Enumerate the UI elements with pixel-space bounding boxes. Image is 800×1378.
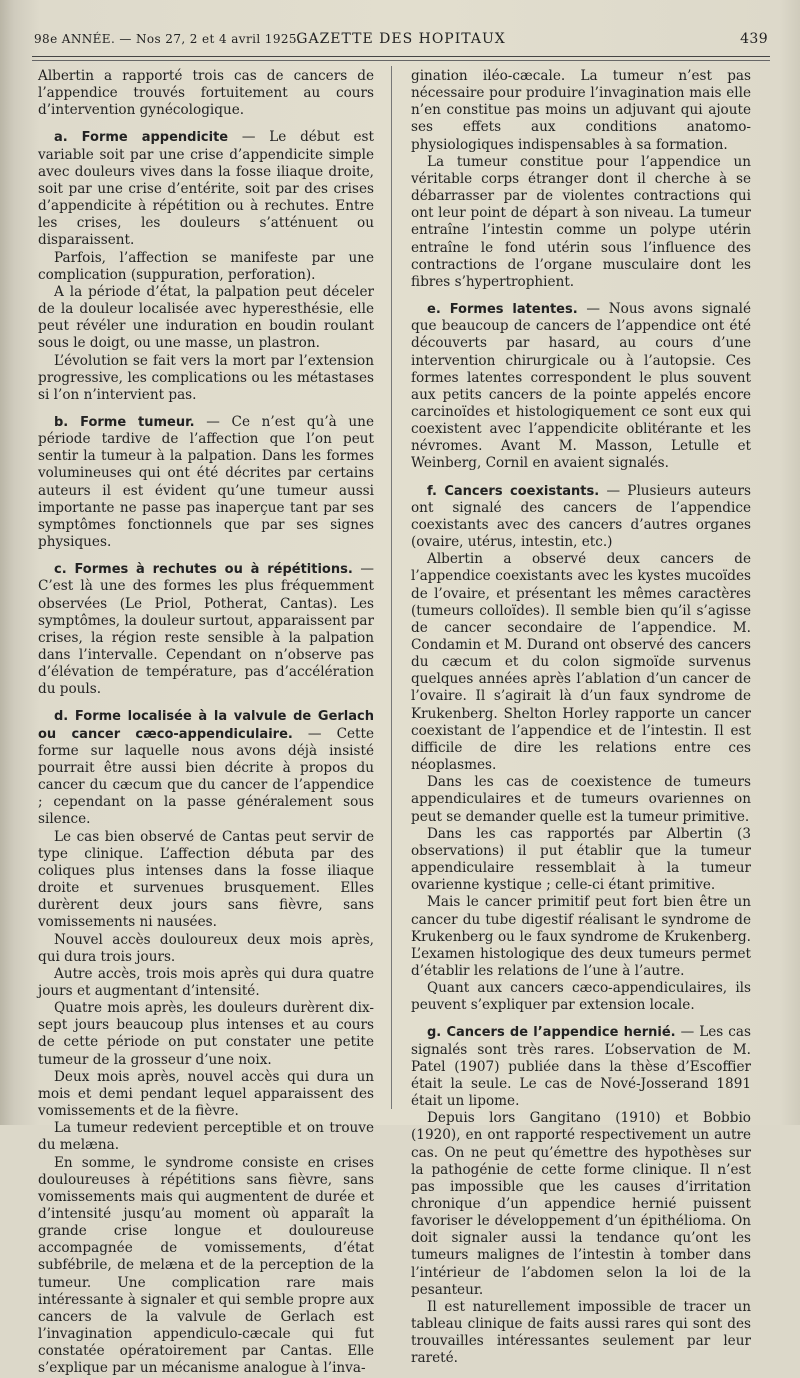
section-heading: e. Formes latentes. [427,302,578,318]
paragraph-text: — Nous avons signalé que beaucoup de cancers de l’appendice ont été découverts par hasard, au cours d’une intervention chirurgicale ou à l’autopsie. Ces formes latentes correspondent le plus souvent aux petits cancers de la pointe appelés encore carcinoïdes et histologiquement ce sont eux qui coexistent avec l’appendicite oblitérante et les névromes. Avant M. Masson, Letulle et Weinberg, Cornil en avaient signalés. [411,301,752,472]
paragraph [38,1120,374,1154]
paragraph [411,301,751,473]
paragraph [411,483,751,552]
paragraph [38,561,374,698]
paragraph-text: — Ce n’est qu’à une période tardive de l’affection que l’on peut sentir la tumeur à la palpation. Dans les formes volumineuses qui ont été décrites par certains auteurs il est évident qu’une tumeur aussi importante ne passe pas inaperçue tant par ses symptômes fonctionnels que par ses signes physiques. [38,413,374,551]
paragraph-text: A la période d’état, la palpation peut déceler de la douleur localisée avec hyperesthésie, elle peut révéler une induration en boudin roulant sous le doigt, ou une masse, un plastron. [38,283,374,352]
paragraph-text: Albertin a observé deux cancers de l’appendice coexistants avec les kystes mucoïdes de l’ovaire, et présentant les mêmes caractères (tumeurs colloïdes). Il semble bien qu’il s’agisse de cancer secondaire de l’appendice. M. Condamin et M. Durand ont observé des cancers du cæcum et du colon sigmoïde survenus quelques années après l’ablation d’un cancer de l’ovaire. Il s’agirait là d’un faux syndrome de Krukenberg. Shelton Horley rapporte un cancer coexistant de l’appendice et de l’intestin. Il est difficile de dire les relations entre ces néoplasmes. [411,551,751,774]
journal-title: GAZETTE DES HOPITAUX [296,31,506,47]
paragraph [38,1000,374,1069]
paragraph [38,129,374,249]
paragraph [411,551,751,774]
paragraph-text: Quant aux cancers cæco-appendiculaires, ils peuvent s’expliquer par extension locale. [411,980,751,1014]
section-heading: f. Cancers coexistants. [427,483,600,499]
paragraph-text: Dans les cas de coexistence de tumeurs appendiculaires et de tumeurs ovariennes on peut se demander quelle est la tumeur primitive. [411,774,751,825]
paragraph [38,708,374,828]
paragraph-text: Depuis lors Gangitano (1910) et Bobbio (1920), en ont rapporté respectivement un autre cas. On ne peut qu’émettre des hypothèses sur la pathogénie de cette forme clinique. Il n’est pas impossible que les causes d’irritation chronique d’un appendice hernié puissent favoriser le développement d’un épithélioma. On doit signaler aussi la tendance qu’ont les tumeurs malignes de l’intestin à tomber dans l’intérieur de l’abdomen selon la loi de la pesanteur. [411,1110,751,1298]
issue-info: 98e ANNÉE. — Nos 27, 2 et 4 avril 1925. [34,32,302,46]
paragraph-text: La tumeur constitue pour l’appendice un véritable corps étranger dont il cherche à se débarrasser par de violentes contractions qui ont leur point de départ à son niveau. La tumeur entraîne l’intestin comme un polype utérin entraîne le fond utérin sous l’influence des contractions de l’organe musculaire dont les fibres s’hypertrophient. [411,153,751,290]
right-column [411,68,751,1368]
paragraph-text: — Les cas signalés sont très rares. L’observation de M. Patel (1907) publiée dans la thèse d’Escoffier était la seule. Le cas de Nové-Josserand 1891 était un lipome. [411,1024,751,1110]
paragraph [411,154,751,291]
header-rule [32,56,770,57]
paragraph-text: Autre accès, trois mois après qui dura quatre jours et augmentant d’intensité. [38,965,374,999]
paragraph-text: gination iléo-cæcale. La tumeur n’est pas nécessaire pour produire l’invagination mais elle n’en constitue pas moins un adjuvant qui ajoute ses effets aux conditions anatomo-physiologiques indispensables à sa formation. [411,68,751,153]
paragraph-text: La tumeur redevient perceptible et on trouve du melæna. [38,1120,374,1154]
paragraph-text: Mais le cancer primitif peut fort bien être un cancer du tube digestif réalisant le syndrome de Krukenberg ou le faux syndrome de Krukenberg. L’examen histologique des deux tumeurs permet d’établir les relations de l’une à l’autre. [411,894,751,979]
paragraph [38,829,374,932]
paragraph [411,68,751,154]
paragraph [38,284,374,353]
paragraph-text: Il est naturellement impossible de tracer un tableau clinique de faits aussi rares qui sont des trouvailles intéressantes seulement par leur rareté. [411,1298,751,1367]
paragraph [38,353,374,404]
paragraph [38,1155,374,1378]
paragraph-text: — Le début est variable soit par une crise d’appendicite simple avec douleurs vives dans la fosse iliaque droite, soit par une crise d’entérite, soit par des crises d’appendicite à répétition ou à rechutes. Entre les crises, les douleurs s’atténuent ou disparaissent. [38,129,374,249]
paragraph-text: Quatre mois après, les douleurs durèrent dix-sept jours beaucoup plus intenses et au cours de cette période on put constater une petite tumeur de la grosseur d’une noix. [38,1000,374,1068]
section-heading: g. Cancers de l’appendice hernié. [427,1025,676,1041]
section-heading: d. Forme localisée à la valvule de Gerlach ou cancer cæco-appendiculaire. [38,709,374,742]
page-header [34,24,768,54]
paragraph [38,1069,374,1120]
column-divider [391,66,392,1109]
paragraph-text: Le cas bien observé de Cantas peut servir de type clinique. L’affection débuta par des coliques plus intenses dans la fosse iliaque droite et survenues brusquement. Elles durèrent deux jours sans fièvre, sans vomissements ni nausées. [38,828,374,931]
paragraph [411,1299,751,1368]
paragraph [411,826,751,895]
paragraph [38,966,374,1000]
paragraph-text: Dans les cas rapportés par Albertin (3 observations) il put établir que la tumeur appendiculaire ressemblait à la tumeur ovarienne kystique ; celle-ci étant primitive. [411,825,751,894]
paragraph-text: Deux mois après, nouvel accès qui dura un mois et demi pendant lequel apparaissent des vomissements et de la fièvre. [38,1068,374,1120]
paragraph [38,414,374,551]
paragraph [411,1024,751,1110]
paragraph [38,68,374,119]
paragraph-text: — Cette forme sur laquelle nous avons déjà insisté pourrait être aussi bien décrite à propos du cancer du cæcum que du cancer de l’appendice ; cependant on la passe généralement sous silence. [38,725,375,828]
page-number: 439 [740,31,768,47]
paragraph [411,774,751,825]
section-heading: b. Forme tumeur. [54,414,195,430]
paragraph-text: Nouvel accès douloureux deux mois après, qui dura trois jours. [38,931,374,965]
paragraph [411,980,751,1014]
section-heading: c. Formes à rechutes ou à répétitions. [54,562,353,578]
paragraph-text: Albertin a rapporté trois cas de cancers de l’appendice trouvés fortuitement au cours d’intervention gynécologique. [38,68,374,119]
paragraph [38,250,374,284]
paragraph-text: En somme, le syndrome consiste en crises douloureuses à répétitions sans fièvre, sans vomissements mais qui augmentent de durée et d’intensité jusqu’au moment où apparaît la grande crise longue et douloureuse accompagnée de vomissements, d’état subfébrile, de melæna et de la perception de la tumeur. Une complication rare mais intéressante à signaler et qui semble propre aux cancers de la valvule de Gerlach est l’invagination appendiculo-cæcale qui fut constatée opératoirement par Cantas. Elle s’explique par un mécanisme analogue à l’inva- [38,1154,374,1377]
section-heading: a. Forme appendicite [54,130,229,146]
paragraph [38,932,374,966]
paragraph-text: Parfois, l’affection se manifeste par une complication (suppuration, perforation). [38,249,374,283]
paragraph-text: — Plusieurs auteurs ont signalé des cancers de l’appendice coexistants avec des cancers d’autres organes (ovaire, utérus, intestin, etc.) [411,482,751,551]
paragraph [411,1110,751,1299]
header-rule-thin [32,60,770,61]
left-column [38,68,374,1378]
paragraph [411,894,751,980]
paragraph-text: L’évolution se fait vers la mort par l’extension progressive, les complications ou les métastases si l’on n’intervient pas. [38,352,374,403]
paragraph-text: — C’est là une des formes les plus fréquemment observées (Le Priol, Potherat, Cantas). Les symptômes, la douleur surtout, apparaissent par crises, la région reste sensible à la palpation dans l’intervalle. Cependant on n’observe pas d’élévation de température, pas d’accélération du pouls. [38,561,374,698]
